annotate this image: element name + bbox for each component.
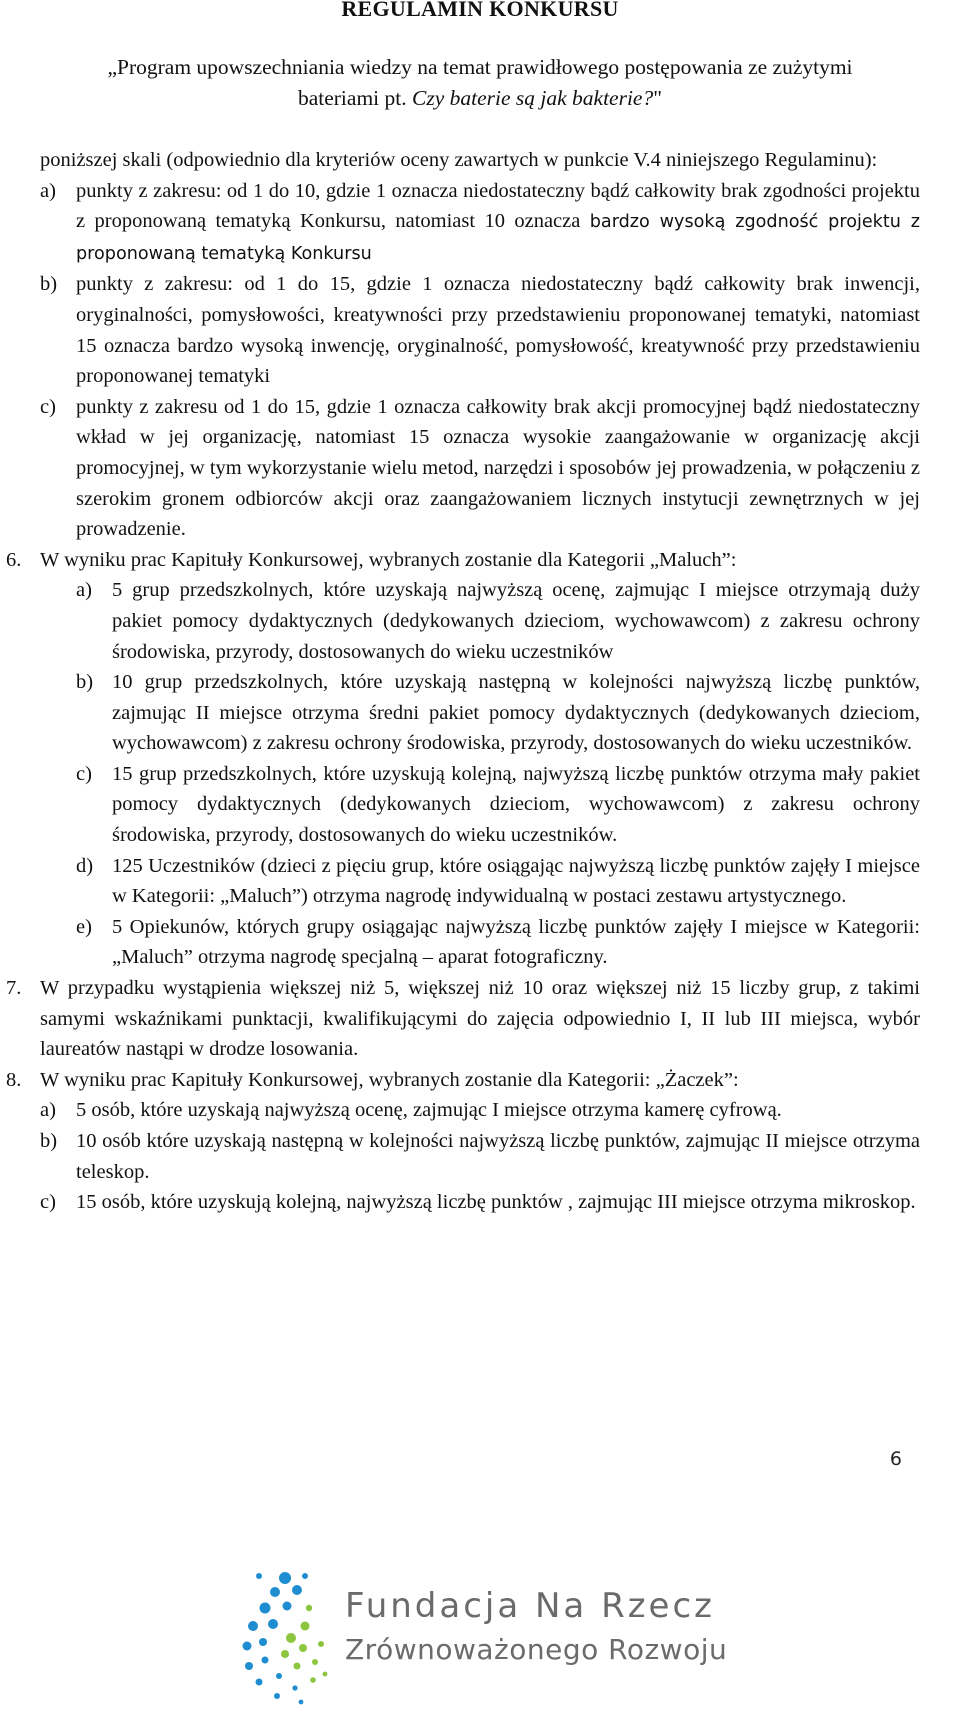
list-text: 10 grup przedszkolnych, które uzyskają następną w kolejności najwyższą liczbę punktów, zajmując II miejsce otrzyma średni pakiet pomocy dydaktycznych (dedykowanych dzieciom, wychowawcom) z zakresu ochrony środowiska, przyrody, dostosowanych do wieku uczestników. [112, 671, 920, 755]
section-number: 6. [6, 548, 22, 571]
section-8-list [40, 1095, 920, 1217]
section6-item [76, 575, 920, 667]
list-label: d) [76, 854, 94, 877]
list-label: e) [76, 915, 92, 938]
list-text: 10 osób które uzyskają następną w kolejności najwyższą liczbę punktów, zajmując II miejsce otrzyma teleskop. [76, 1130, 920, 1183]
list-label: b) [40, 1130, 58, 1152]
list-text: 5 grup przedszkolnych, które uzyskają najwyższą ocenę, zajmując I miejsce otrzymają duży pakiet pomocy dydaktycznych (dedykowanych dzieciom, wychowawcom) z zakresu ochrony środowiska, przyrody, dostosowanych do wieku uczestników [112, 579, 920, 663]
section-text: W przypadku wystąpienia większej niż 5, większej niż 10 oraz większej niż 15 liczby grup, z takimi samymi wskaźnikami punktacji, kwalifikującymi do zajęcia odpowiednio I, II lub III miejsca, wybór laureatów nastąpi w drodze losowania. [40, 977, 920, 1061]
scale-intro: poniższej skali (odpowiednio dla kryteriów oceny zawartych w punkcie V.4 niniejszego Regulaminu): [40, 149, 878, 171]
list-label: b) [40, 273, 58, 296]
section8-item [40, 1126, 920, 1187]
section6-item [76, 912, 920, 973]
subtitle-line-1: „Program upowszechniania wiedzy na temat prawidłowego postępowania ze zużytymi [107, 55, 853, 79]
program-subtitle [0, 52, 960, 114]
section-number: 7. [6, 977, 22, 1000]
page-number: 6 [889, 1448, 902, 1470]
subtitle-end: " [653, 86, 663, 110]
scale-item-a [40, 176, 920, 270]
list-label: c) [40, 395, 56, 418]
list-text: 15 osób, które uzyskują kolejną, najwyższą liczbę punktów , zajmując III miejsce otrzyma mikroskop. [76, 1191, 916, 1214]
regulation-body [6, 145, 921, 1218]
subtitle-italic: Czy baterie są jak bakterie? [412, 86, 654, 110]
section-number: 8. [6, 1068, 22, 1091]
logo-text-line-1: Fundacja Na Rzecz [345, 1586, 715, 1626]
section6-item [76, 851, 920, 912]
subtitle-line-2 [0, 83, 960, 114]
section-6-list [40, 575, 920, 973]
section-text: W wyniku prac Kapituły Konkursowej, wybranych zostanie dla Kategorii: „Żaczek”: [40, 1068, 739, 1091]
list-label: c) [76, 762, 92, 785]
list-text: 5 osób, które uzyskają najwyższą ocenę, zajmując I miejsce otrzyma kamerę cyfrową. [76, 1099, 782, 1122]
list-text: punkty z zakresu: od 1 do 15, gdzie 1 oznacza niedostateczny bądź całkowity brak inwencji, oryginalności, pomysłowości, kreatywności przy przedstawieniu proponowanej tematyki, natomiast 15 oznacza bardzo wysoką inwencję, oryginalność, pomysłowość, kreatywność przy przedstawieniu proponowanej tematyki [76, 273, 920, 388]
section-7 [6, 973, 920, 1065]
list-label: c) [40, 1191, 56, 1214]
section6-item [76, 759, 920, 851]
section-text: W wyniku prac Kapituły Konkursowej, wybranych zostanie dla Kategorii „Maluch”: [40, 548, 737, 571]
foundation-logo [235, 1568, 835, 1708]
list-text: 125 Uczestników (dzieci z pięciu grup, które osiągając najwyższą liczbę punktów zajęły I miejsce w Kategorii: „Maluch”) otrzyma nagrodę indywidualną w postaci zestawu artystycznego. [112, 854, 920, 908]
logo-text-line-2: Zrównoważonego Rozwoju [345, 1633, 728, 1666]
list-text: punkty z zakresu od 1 do 15, gdzie 1 oznacza całkowity brak akcji promocyjnej bądź niedostateczny wkład w jej organizację, natomiast 15 oznacza wysokie zaangażowanie w organizację akcji promocyjnej, w tym wykorzystanie wielu metod, narzędzi i sposobów jej prowadzenia, w połączeniu z szerokim gronem odbiorców akcji oraz zaangażowaniem licznych instytucji zewnętrznych w jej prowadzenie. [76, 395, 920, 541]
section8-item [40, 1187, 920, 1218]
scale-item-c [40, 392, 920, 545]
section6-item [76, 667, 920, 759]
scale-item-b [40, 269, 920, 391]
list-label: b) [76, 671, 94, 694]
list-text [76, 176, 920, 270]
section-8 [6, 1065, 920, 1096]
list-text: 5 Opiekunów, których grupy osiągając najwyższą liczbę punktów zajęły I miejsce w Kategorii: „Maluch” otrzyma nagrodę specjalną – aparat fotograficzny. [112, 915, 920, 969]
document-title: REGULAMIN KONKURSU [341, 0, 619, 21]
section8-item [40, 1095, 920, 1126]
section-6 [6, 545, 920, 576]
scale-a-text-cont: bardzo wysoką zgodność projektu z proponowaną tematyką Konkursu [76, 212, 921, 264]
list-label: a) [40, 179, 56, 202]
foundation-swirl-icon [235, 1568, 345, 1708]
list-label: a) [40, 1099, 56, 1122]
list-label: a) [76, 579, 92, 602]
list-text: 15 grup przedszkolnych, które uzyskują kolejną, najwyższą liczbę punktów otrzyma mały pakiet pomocy dydaktycznych (dedykowanych dzieciom, wychowawcom) z zakresu ochrony środowiska, przyrody, dostosowanych do wieku uczestników. [112, 762, 920, 847]
scale-a-text: punkty z zakresu: od 1 do 10, gdzie 1 oznacza niedostateczny bądź całkowity brak zgodności projektu z proponowaną tematyką Konkursu, natomiast 10 oznacza [76, 179, 920, 233]
subtitle-plain: bateriami pt. [297, 86, 412, 110]
